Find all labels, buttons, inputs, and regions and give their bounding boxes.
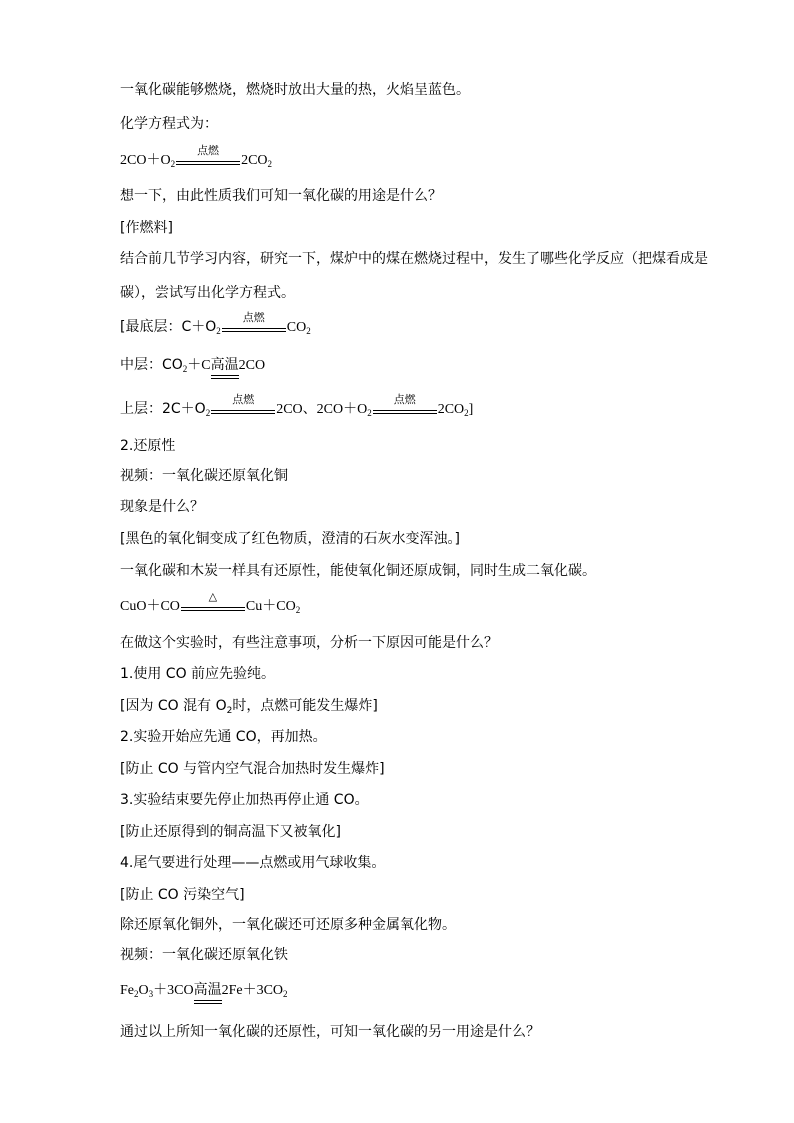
- condition-label: 点燃: [393, 392, 416, 406]
- equation-bottom-layer: [120, 310, 311, 338]
- subscript: 2: [267, 159, 273, 170]
- equation-cuo-reduction: [120, 590, 301, 617]
- condition-label: 点燃: [242, 310, 265, 324]
- subscript: 3: [148, 989, 154, 999]
- section-heading: 2.还原性: [120, 438, 176, 454]
- text-line: 一氧化碳和木炭一样具有还原性，能使氧化铜还原成铜，同时生成二氧化碳。: [120, 563, 596, 579]
- subscript: 2: [306, 326, 311, 336]
- condition-label: △: [208, 590, 218, 603]
- subscript: 2: [464, 408, 469, 418]
- subscript: 2: [170, 159, 176, 170]
- subscript: 2: [216, 326, 221, 336]
- subscript: 2: [205, 408, 211, 418]
- list-item: 4.尾气要进行处理——点燃或用气球收集。: [120, 855, 386, 871]
- eq-right: 2CO: [238, 358, 266, 373]
- condition-arrow: [181, 590, 245, 617]
- eq-right: 2CO: [241, 153, 268, 169]
- eq-left: Fe: [120, 983, 134, 998]
- subscript: 2: [226, 706, 233, 716]
- equation-fe2o3-reduction: [120, 980, 288, 1005]
- text-line: [防止 CO 污染空气]: [120, 887, 245, 903]
- subscript: 2: [182, 364, 188, 374]
- condition-label: 点燃: [197, 144, 220, 157]
- text-line: [防止还原得到的铜高温下又被氧化]: [120, 824, 341, 840]
- eq-left: [最底层：C＋O: [120, 319, 217, 335]
- eq-o: O: [138, 983, 149, 998]
- eq-left: 上层：2C＋O: [120, 401, 206, 417]
- equation-co-combustion: [120, 144, 273, 171]
- condition-arrow: [176, 144, 240, 171]
- text-line: [黑色的氧化铜变成了红色物质，澄清的石灰水变浑浊。]: [120, 531, 460, 547]
- subscript: 2: [134, 989, 139, 999]
- condition-arrow: [373, 392, 437, 420]
- text-line: 想一下，由此性质我们可知一氧化碳的用途是什么？: [120, 188, 442, 204]
- eq-left: 中层：CO: [120, 357, 183, 373]
- eq-right: CO: [286, 320, 307, 335]
- text-part: [因为 CO 混有 O: [120, 698, 227, 714]
- eq-end: ]: [468, 402, 474, 417]
- text-line: 化学方程式为：: [120, 116, 218, 132]
- equation-middle-layer: [120, 355, 265, 380]
- text-line: 一氧化碳能够燃烧，燃烧时放出大量的热，火焰呈蓝色。: [120, 82, 470, 98]
- high-temp-condition: 高温: [211, 355, 239, 380]
- condition-label: 点燃: [232, 392, 255, 406]
- subscript: 2: [367, 408, 372, 418]
- text-line: [作燃料]: [120, 220, 173, 236]
- equation-top-layer: [120, 392, 474, 420]
- eq-left: 2CO＋O: [120, 153, 171, 169]
- text-line: 通过以上所知一氧化碳的还原性，可知一氧化碳的另一用途是什么？: [120, 1024, 540, 1040]
- text-line: 在做这个实验时，有些注意事项，分析一下原因可能是什么？: [120, 635, 498, 651]
- text-line: [防止 CO 与管内空气混合加热时发生爆炸]: [120, 761, 385, 777]
- list-item: 2.实验开始应先通 CO，再加热。: [120, 729, 327, 745]
- text-part: 时，点燃可能发生爆炸]: [232, 698, 378, 714]
- condition-arrow: [222, 310, 286, 338]
- eq-right: 2Fe＋3CO: [221, 983, 284, 998]
- eq-right: 2CO: [437, 402, 465, 417]
- subscript: 2: [295, 605, 301, 616]
- eq-left: CuO＋CO: [120, 599, 180, 615]
- text-line: 视频：一氧化碳还原氧化铜: [120, 468, 288, 484]
- subscript: 2: [283, 989, 288, 999]
- text-line: 除还原氧化铜外，一氧化碳还可还原多种金属氧化物。: [120, 917, 456, 933]
- text-line: 结合前几节学习内容，研究一下，煤炉中的煤在燃烧过程中，发生了哪些化学反应（把煤看成是: [120, 251, 708, 267]
- high-temp-condition: 高温: [194, 980, 222, 1005]
- list-item: 1.使用 CO 前应先验纯。: [120, 666, 276, 682]
- eq-left2: ＋3CO: [153, 983, 194, 998]
- text-line: 现象是什么？: [120, 499, 204, 515]
- text-line: 碳），尝试写出化学方程式。: [120, 285, 295, 301]
- text-line: [120, 696, 378, 716]
- condition-arrow: [211, 392, 275, 420]
- eq-right: Cu＋CO: [245, 599, 296, 615]
- eq-mid: 2CO、2CO＋O: [276, 402, 368, 417]
- eq-mid: ＋C: [187, 358, 211, 373]
- text-line: 视频：一氧化碳还原氧化铁: [120, 947, 288, 963]
- list-item: 3.实验结束要先停止加热再停止通 CO。: [120, 792, 369, 808]
